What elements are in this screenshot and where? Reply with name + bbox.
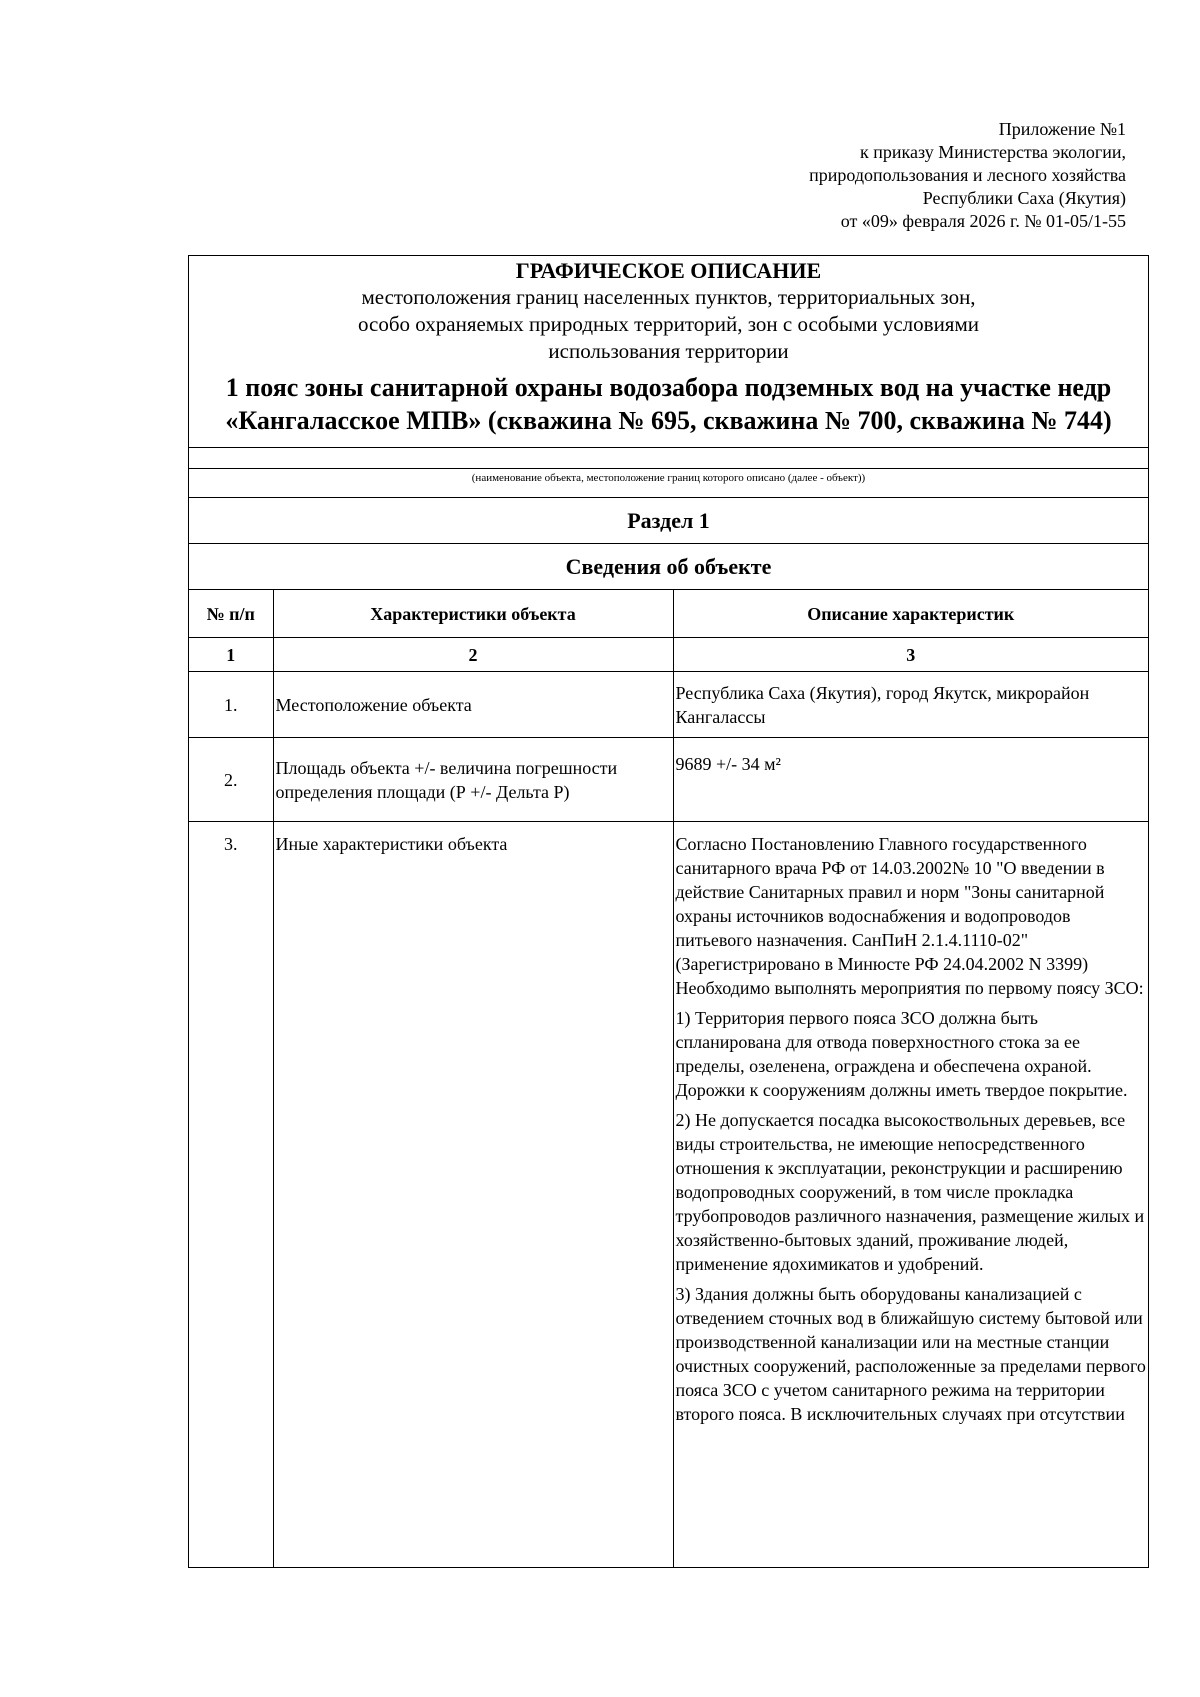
description-paragraph: Согласно Постановлению Главного государственного санитарного врача РФ от 14.03.2002№ 10 "О введении в действие Санитарных правил и норм "Зоны санитарной охраны источников водоснабжения и водопроводов питьевого назначения. СанПиН 2.1.4.1110-02" (Зарегистрировано в Минюсте РФ 24.04.2002 N 3399) Необходимо выполнять мероприятия по первому поясу ЗСО:: [675, 834, 1144, 998]
document-title: ГРАФИЧЕСКОЕ ОПИСАНИЕ: [515, 258, 822, 283]
row-number: 2.: [189, 738, 273, 822]
row-characteristic: Площадь объекта +/- величина погрешности определения площади (Р +/- Дельта Р): [273, 738, 673, 822]
column-header: Характеристики объекта: [273, 590, 673, 638]
object-name: [189, 371, 1148, 437]
subtitle-line: местоположения границ населенных пунктов, территориальных зон,: [361, 285, 976, 309]
subtitle-line: использования территории: [548, 339, 789, 363]
column-header: Описание характеристик: [673, 590, 1148, 638]
annex-line: Республики Саха (Якутия): [922, 188, 1126, 208]
row-characteristic: Местоположение объекта: [273, 672, 673, 738]
subtitle-line: особо охраняемых природных территорий, зон с особыми условиями: [358, 312, 979, 336]
column-number: 2: [273, 638, 673, 672]
row-description: Республика Саха (Якутия), город Якутск, микрорайон Кангаласcы: [673, 672, 1148, 738]
annex-line: к приказу Министерства экологии,: [859, 142, 1126, 162]
blank-row: [189, 448, 1148, 469]
row-description: 9689 +/- 34 м²: [673, 738, 1148, 822]
column-number-row: [189, 638, 1148, 672]
row-number: 3.: [189, 822, 273, 1568]
row-description: [673, 822, 1148, 1568]
document-frame: [188, 255, 1149, 1568]
section-title: Раздел 1: [189, 498, 1148, 544]
table-header-row: [189, 590, 1148, 638]
object-caption: (наименование объекта, местоположение границ которого описано (далее - объект)): [189, 469, 1148, 498]
column-header: № п/п: [189, 590, 273, 638]
description-paragraph: 1) Территория первого пояса ЗСО должна быть спланирована для отвода поверхностного стока за ее пределы, озеленена, ограждена и обеспечена охраной. Дорожки к сооружениям должны иметь твердое покрытие.: [675, 1008, 1128, 1100]
table-row: [189, 822, 1148, 1568]
annex-line: природопользования и лесного хозяйства: [809, 165, 1126, 185]
annex-line: Приложение №1: [998, 119, 1126, 139]
table-row: [189, 738, 1148, 822]
header-block: [189, 256, 1148, 448]
description-paragraph: 2) Не допускается посадка высокоствольных деревьев, все виды строительства, не имеющие непосредственного отношения к эксплуатации, реконструкции и расширению водопроводных сооружений, в том числе прокладка трубопроводов различного назначения, размещение жилых и хозяйственно-бытовых зданий, проживание людей, применение ядохимикатов и удобрений.: [675, 1110, 1145, 1274]
row-characteristic: Иные характеристики объекта: [273, 822, 673, 1568]
annex-block: [809, 118, 1126, 233]
object-info-table: [189, 590, 1148, 1567]
column-number: 1: [189, 638, 273, 672]
table-row: [189, 672, 1148, 738]
row-number: 1.: [189, 672, 273, 738]
object-name-line: «Кангаласское МПВ» (скважина № 695, скважина № 700, скважина № 744): [225, 406, 1112, 435]
object-name-line: 1 пояс зоны санитарной охраны водозабора подземных вод на участке недр: [225, 373, 1112, 402]
annex-line: от «09» февраля 2026 г. № 01-05/1-55: [840, 211, 1126, 231]
column-number: 3: [673, 638, 1148, 672]
description-paragraph: 3) Здания должны быть оборудованы канализацией с отведением сточных вод в ближайшую систему бытовой или производственной канализации или на местные станции очистных сооружений, расположенные за пределами первого пояса ЗСО с учетом санитарного режима на территории второго пояса. В исключительных случаях при отсутствии: [675, 1284, 1146, 1424]
section-subtitle: Сведения об объекте: [189, 544, 1148, 590]
